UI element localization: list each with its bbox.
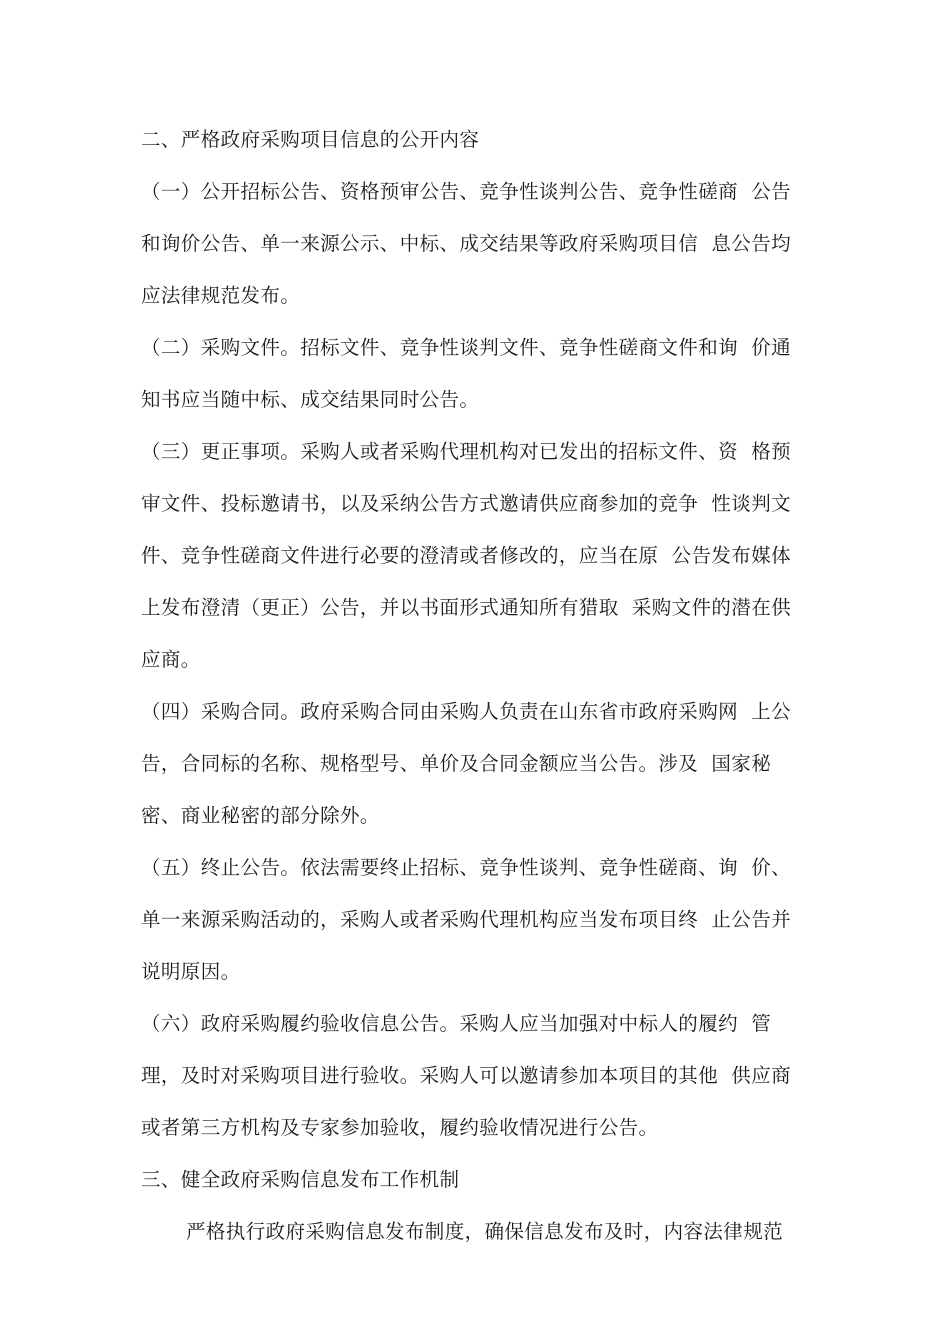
paragraph-line: 应商。 [141,648,201,671]
paragraph-line: 告，合同标的名称、规格型号、单价及合同金额应当公告。涉及 国家秘 [141,752,772,775]
section-heading: 二、严格政府采购项目信息的公开内容 [141,128,480,151]
paragraph-line: 密、商业秘密的部分除外。 [141,804,380,827]
paragraph-line: 审文件、投标邀请书，以及采纳公告方式邀请供应商参加的竞争 性谈判文 [141,492,791,515]
paragraph-line: （二）采购文件。招标文件、竞争性谈判文件、竞争性磋商文件和询 价通 [141,336,791,359]
paragraph-line: 严格执行政府采购信息发布制度，确保信息发布及时，内容法律规范 [186,1220,784,1243]
paragraph-line: （三）更正事项。采购人或者采购代理机构对已发出的招标文件、资 格预 [141,440,791,463]
paragraph-line: （五）终止公告。依法需要终止招标、竞争性谈判、竞争性磋商、询 价、 [141,856,791,879]
paragraph-line: （六）政府采购履约验收信息公告。采购人应当加强对中标人的履约 管 [141,1012,772,1035]
paragraph-line: 上发布澄清（更正）公告，并以书面形式通知所有猎取 采购文件的潜在供 [141,596,791,619]
section-heading: 三、健全政府采购信息发布工作机制 [141,1168,460,1191]
paragraph-line: 应法律规范发布。 [141,284,301,307]
paragraph-line: （一）公开招标公告、资格预审公告、竞争性谈判公告、竞争性磋商 公告 [141,180,791,203]
paragraph-line: 单一来源采购活动的，采购人或者采购代理机构应当发布项目终 止公告并 [141,908,791,931]
paragraph-line: 理，及时对采购项目进行验收。采购人可以邀请参加本项目的其他 供应商 [141,1064,791,1087]
paragraph-line: 说明原因。 [141,960,241,983]
paragraph-line: 件、竞争性磋商文件进行必要的澄清或者修改的，应当在原 公告发布媒体 [141,544,791,567]
paragraph-line: 或者第三方机构及专家参加验收，履约验收情况进行公告。 [141,1116,659,1139]
paragraph-line: 和询价公告、单一来源公示、中标、成交结果等政府采购项目信 息公告均 [141,232,791,255]
paragraph-line: 知书应当随中标、成交结果同时公告。 [141,388,480,411]
paragraph-line: （四）采购合同。政府采购合同由采购人负责在山东省市政府采购网 上公 [141,700,791,723]
